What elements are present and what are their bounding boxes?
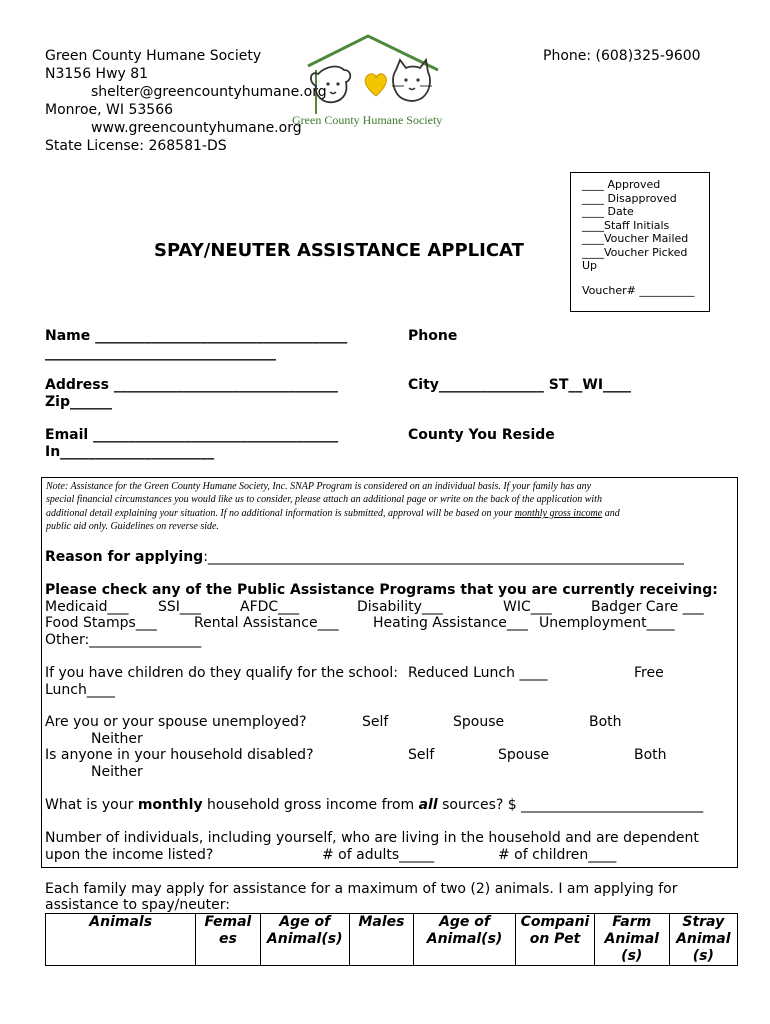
logo-text: Green County Humane Society — [292, 113, 443, 127]
note-line-3: additional detail explaining your situation. If no additional information is submitted, approval will be based on your monthly gross income and — [46, 508, 620, 519]
office-voucher-mailed: ____Voucher Mailed — [582, 232, 689, 245]
unemployed-self[interactable]: Self — [362, 714, 389, 730]
header-female-age: Age of Animal(s) — [260, 914, 349, 966]
children-count-field[interactable]: # of children____ — [498, 847, 617, 863]
office-up: Up — [582, 259, 598, 272]
animals-table — [45, 913, 738, 966]
name-field-line2[interactable]: _________________________________ — [45, 345, 276, 361]
phone-label: Phone — [408, 328, 458, 344]
note-line-2: special financial circumstances you would like us to consider, please attach an additional page or write on the back of the application with — [46, 494, 602, 505]
org-website[interactable]: www.greencountyhumane.org — [91, 120, 302, 136]
program-unemployment[interactable]: Unemployment____ — [539, 615, 675, 631]
org-name: Green County Humane Society — [45, 48, 262, 64]
note-line-1: Note: Assistance for the Green County Humane Society, Inc. SNAP Program is considered on an individual basis. If your family has any — [46, 481, 592, 492]
office-voucher-number: Voucher# __________ — [582, 283, 695, 297]
header-males: Males — [349, 914, 413, 966]
unemployed-spouse[interactable]: Spouse — [453, 714, 505, 730]
office-voucher-picked: ____Voucher Picked — [582, 245, 688, 259]
email-in-line[interactable]: In______________________ — [45, 444, 215, 460]
unemployed-neither[interactable]: Neither — [91, 731, 143, 747]
unemployed-question: Are you or your spouse unemployed? — [45, 714, 307, 730]
disabled-both[interactable]: Both — [634, 747, 667, 763]
form-title: SPAY/NEUTER ASSISTANCE APPLICAT — [154, 240, 524, 261]
income-field[interactable]: What is your monthly household gross income from all sources? $ __________________________ — [45, 797, 704, 813]
program-disability[interactable]: Disability___ — [357, 599, 443, 615]
apply-text-line2: assistance to spay/neuter: — [45, 897, 231, 913]
program-wic[interactable]: WIC___ — [503, 599, 552, 615]
program-badger-care[interactable]: Badger Care ___ — [591, 599, 704, 615]
table-header-row — [46, 914, 738, 966]
program-food-stamps[interactable]: Food Stamps___ — [45, 615, 157, 631]
program-afdc[interactable]: AFDC___ — [240, 599, 300, 615]
office-use-box — [570, 172, 710, 312]
humane-society-logo — [292, 30, 450, 135]
name-field[interactable]: Name ____________________________________ — [45, 328, 348, 344]
office-date: ____ Date — [582, 205, 634, 218]
individuals-question: Number of individuals, including yourself, who are living in the household and are dependent — [45, 830, 699, 846]
lunch-question: If you have children do they qualify for the school: — [45, 665, 398, 681]
individuals-question-line2: upon the income listed? — [45, 847, 214, 863]
org-email[interactable]: shelter@greencountyhumane.org — [91, 84, 327, 100]
note-line-4: public aid only. Guidelines on reverse side. — [46, 521, 219, 532]
county-label: County You Reside — [408, 427, 555, 443]
org-license: State License: 268581-DS — [45, 138, 227, 154]
office-disapproved: ____ Disapproved — [582, 191, 677, 205]
header-companion-pet: Compani on Pet — [516, 914, 595, 966]
org-phone: Phone: (608)325-9600 — [543, 48, 701, 64]
header-stray-animals: Stray Animal (s) — [669, 914, 737, 966]
program-other[interactable]: Other:________________ — [45, 632, 202, 648]
org-city: Monroe, WI 53566 — [45, 102, 174, 118]
unemployed-both[interactable]: Both — [589, 714, 622, 730]
header-male-age: Age of Animal(s) — [414, 914, 516, 966]
program-rental-assistance[interactable]: Rental Assistance___ — [194, 615, 339, 631]
header-females: Femal es — [196, 914, 260, 966]
adults-count-field[interactable]: # of adults_____ — [322, 847, 435, 863]
header-animals: Animals — [46, 914, 196, 966]
office-approved: ____ Approved — [582, 178, 661, 191]
reduced-lunch-option[interactable]: Reduced Lunch ____ — [408, 665, 548, 681]
disabled-neither[interactable]: Neither — [91, 764, 143, 780]
program-heating-assistance[interactable]: Heating Assistance___ — [373, 615, 528, 631]
programs-heading: Please check any of the Public Assistance Programs that you are currently receiving: — [45, 582, 718, 598]
disabled-self[interactable]: Self — [408, 747, 435, 763]
free-lunch-option[interactable]: Free — [634, 665, 664, 681]
email-field[interactable]: Email ___________________________________ — [45, 427, 339, 443]
reason-field[interactable]: Reason for applying:____________________________________________________________________ — [45, 549, 684, 565]
city-state-field[interactable]: City_______________ ST__WI____ — [408, 377, 632, 393]
office-staff-initials: ____Staff Initials — [582, 218, 670, 232]
org-address: N3156 Hwy 81 — [45, 66, 149, 82]
disabled-question: Is anyone in your household disabled? — [45, 747, 314, 763]
address-field[interactable]: Address ________________________________ — [45, 377, 338, 393]
program-ssi[interactable]: SSI___ — [158, 599, 201, 615]
disabled-spouse[interactable]: Spouse — [498, 747, 550, 763]
zip-field[interactable]: Zip______ — [45, 394, 112, 410]
program-medicaid[interactable]: Medicaid___ — [45, 599, 129, 615]
header-farm-animals: Farm Animal (s) — [594, 914, 669, 966]
free-lunch-blank[interactable]: Lunch____ — [45, 682, 115, 698]
apply-text-line1: Each family may apply for assistance for a maximum of two (2) animals. I am applying for — [45, 881, 678, 897]
